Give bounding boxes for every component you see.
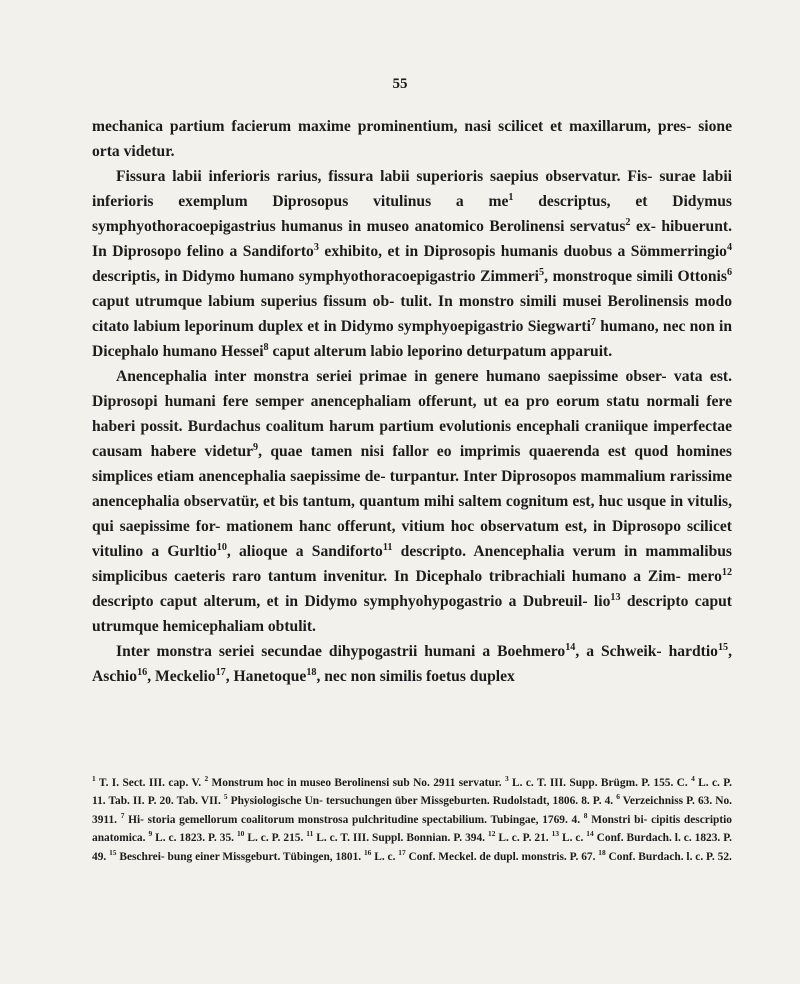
footnote-ref: 8 xyxy=(583,811,588,821)
footnote-ref: 5 xyxy=(539,266,545,278)
footnote-ref: 15 xyxy=(717,641,729,653)
footnote-ref: 8 xyxy=(263,341,269,353)
footnote-ref: 10 xyxy=(236,829,245,839)
text-run: Conf. Burdach. l. c. 1823. P. 49. xyxy=(92,832,732,863)
footnote-ref: 9 xyxy=(148,829,153,839)
text-run: L. c. P. 215. xyxy=(244,832,307,845)
text-run: descriptus, et Didymus symphyothoracoepigastrius humanus in museo anatomico Berolinensi servatus xyxy=(92,193,732,235)
footnote-ref: 1 xyxy=(508,191,514,203)
footnote-ref: 7 xyxy=(120,811,125,821)
text-run: , Hanetoque xyxy=(225,668,307,685)
footnote-ref: 3 xyxy=(504,774,509,784)
footnote-ref: 18 xyxy=(598,847,606,857)
text-run: T. I. Sect. III. cap. V. xyxy=(95,777,205,789)
footnote-ref: 2 xyxy=(625,216,631,228)
footnote-ref: 12 xyxy=(487,829,496,839)
paragraph xyxy=(92,639,732,689)
text-run: Beschrei- bung einer Missgeburt. Tübingen, 1801. xyxy=(116,850,364,863)
footnote-ref: 16 xyxy=(363,847,372,857)
text-run: mechanica partium facierum maxime prominentium, nasi scilicet et maxillarum, pres- sione orta videtur. xyxy=(92,118,732,160)
text-run: , alioque a Sandiforto xyxy=(226,543,383,560)
text-run: , a Schweik- hardtio xyxy=(575,643,718,660)
paragraph xyxy=(92,114,732,164)
footnote-ref: 14 xyxy=(565,641,576,653)
footnote-ref: 16 xyxy=(137,666,148,678)
text-run: Anencephalia inter monstra seriei primae in genere humano saepissime obser- vata est. Diprosopi humani fere semper anencephaliam offerunt, ut ea pro eorum statu normali fere haberi possit. Burdachus coalitum harum partium evolutionis encephali craniique imperfectae causam habere videtur xyxy=(92,368,732,460)
text-run: descriptis, in Didymo humano symphyothoracoepigastrio Zimmeri xyxy=(92,268,540,285)
body-text xyxy=(92,114,732,689)
text-run: L. c. T. III. Supp. Brügm. P. 155. C. xyxy=(508,777,692,789)
text-run: , monstroque simili Ottonis xyxy=(544,268,727,285)
text-run: , quae tamen nisi fallor eo imprimis quaerenda est quod homines simplices etiam anencephalia saepissime de- turpantur. Inter Diprosopos mammalium rarissime anencephalia observatür, et bis tantum, quantum mihi saltem cognitum est, huc usque in vitulis, qui saepissime for- mationem hanc offerunt, vitium hoc observatum est, in Diprosopo scilicet vitulino a Gurltio xyxy=(92,443,732,560)
footnote-ref: 17 xyxy=(398,847,406,857)
footnotes xyxy=(92,774,732,866)
text-run: L. c. xyxy=(371,850,399,863)
text-run: Fissura labii inferioris rarius, fissura labii superioris saepius observatur. Fis- surae labii inferioris exemplum Diprosopus vitulinus a me xyxy=(92,168,732,210)
text-run: Conf. Burdach. l. c. P. 52. xyxy=(605,850,732,863)
footnote-ref: 11 xyxy=(382,541,393,553)
text-run: descripto caput utrumque hemicephaliam obtulit. xyxy=(92,593,732,635)
text-run: Monstrum hoc in museo Berolinensi sub No. 2911 servatur. xyxy=(208,777,505,789)
text-run: L. c. T. III. Suppl. Bonnian. P. 394. xyxy=(313,832,488,845)
footnote-ref: 10 xyxy=(216,541,227,553)
paragraph xyxy=(92,164,732,364)
footnote-ref: 6 xyxy=(616,792,620,802)
footnote-ref: 17 xyxy=(215,666,226,678)
text-run: caput alterum labio leporino deturpatum apparuit. xyxy=(268,343,613,360)
text-run: Physiologische Un- tersuchungen über Missgeburten. Rudolstadt, 1806. 8. P. 4. xyxy=(227,795,617,808)
page-number: 55 xyxy=(392,76,408,92)
footnote-ref: 18 xyxy=(306,666,317,678)
footnote-ref: 2 xyxy=(204,774,209,784)
text-run: , nec non similis foetus duplex xyxy=(316,668,515,685)
footnote-ref: 1 xyxy=(92,774,96,784)
footnote-ref: 5 xyxy=(223,792,228,802)
text-run: , Meckelio xyxy=(147,668,216,685)
text-run: caput utrumque labium superius fissum ob- tulit. In monstro simili musei Berolinensis modo citato labium leporinum duplex et in Didymo symphyoepigastrio Siegwarti xyxy=(92,293,732,335)
text-run: L. c. xyxy=(559,832,587,845)
text-run: descripto. Anencephalia verum in mammalibus simplicibus caeteris raro tantum invenitur. In Dicephalo tribrachiali humano a Zim- mero xyxy=(92,543,733,585)
footnote-ref: 11 xyxy=(306,829,314,839)
text-run: Hi- storia gemellorum coalitorum monstrosa pulchritudine spectabilium. Tubingae, 1769. 4. xyxy=(124,813,584,826)
text-run: , Aschio xyxy=(92,643,732,685)
text-run: ex- hibuerunt. In Diprosopo felino a Sandiforto xyxy=(92,218,732,260)
text-run: Inter monstra seriei secundae dihypogastrii humani a Boehmero xyxy=(116,643,566,660)
paragraph xyxy=(92,364,732,639)
text-run: Conf. Meckel. de dupl. monstris. P. 67. xyxy=(405,850,599,863)
footnote-ref: 13 xyxy=(610,591,621,603)
footnote-ref: 12 xyxy=(721,566,732,578)
text-run: L. c. P. 11. Tab. II. P. 20. Tab. VII. xyxy=(92,777,732,808)
footnote-ref: 4 xyxy=(726,241,733,253)
text-run: L. c. P. 21. xyxy=(495,832,552,845)
footnote-ref: 3 xyxy=(313,241,319,253)
footnote-ref: 4 xyxy=(691,774,695,784)
footnote-ref: 9 xyxy=(253,441,259,453)
text-run: Verzeichniss P. 63. No. 3911. xyxy=(92,795,732,826)
text-run: L. c. 1823. P. 35. xyxy=(152,832,237,845)
text-run: humano, nec non in Dicephalo humano Hessei xyxy=(92,318,732,360)
footnote-ref: 6 xyxy=(726,266,732,278)
footnote-ref: 15 xyxy=(109,847,117,857)
footnote-ref: 7 xyxy=(590,316,596,328)
text-run: exhibito, et in Diprosopis humanis duobus a Sömmerringio xyxy=(318,243,727,260)
text-run: Monstri bi- cipitis descriptio anatomica. xyxy=(92,813,732,845)
footnote-ref: 14 xyxy=(586,829,594,839)
text-run: descripto caput alterum, et in Didymo symphyohypogastrio a Dubreuil- lio xyxy=(92,593,611,610)
footnote-ref: 13 xyxy=(551,829,560,839)
